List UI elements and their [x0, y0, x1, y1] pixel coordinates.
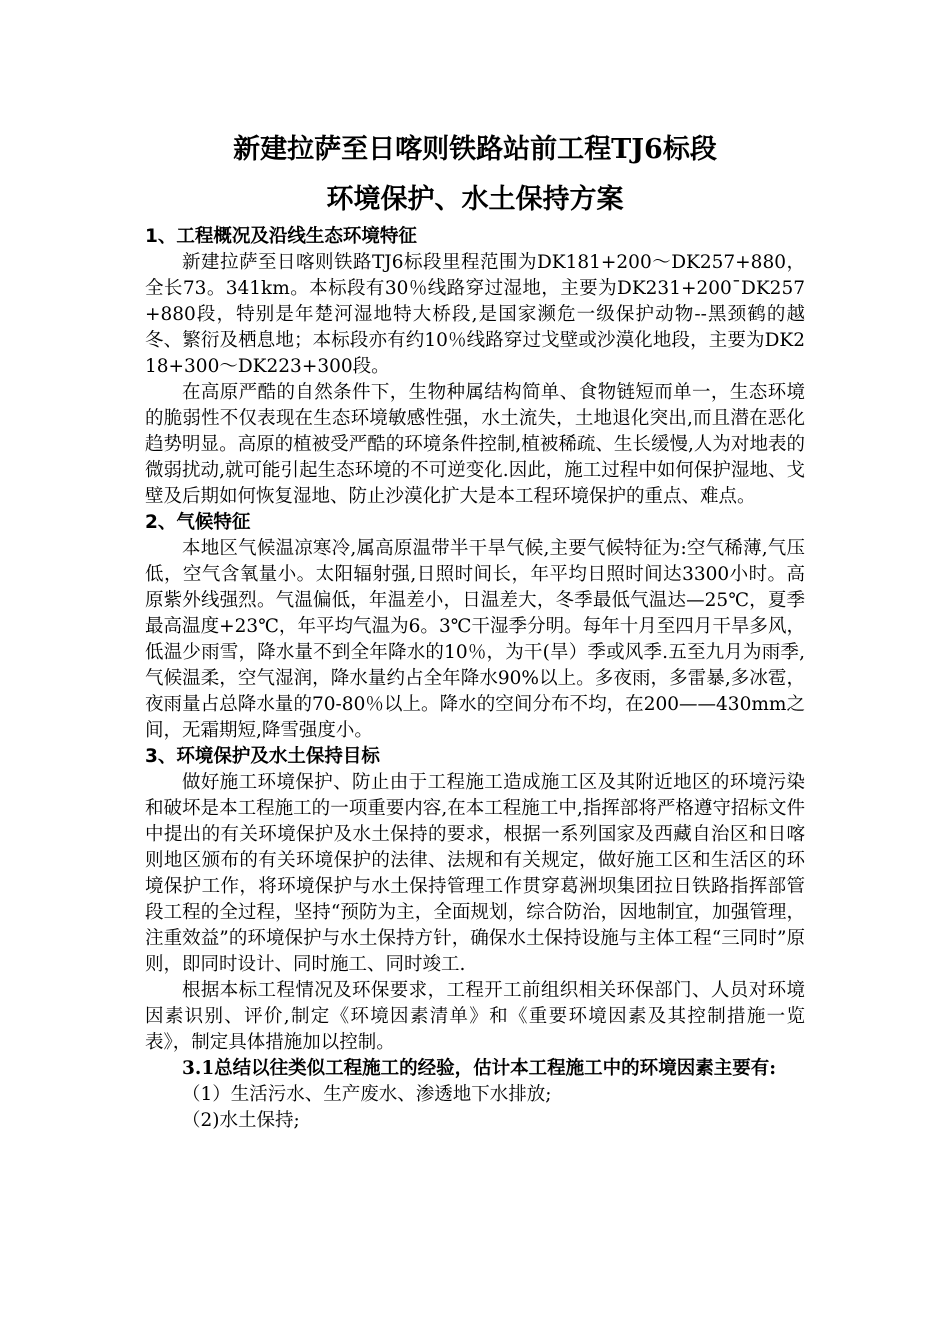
- document-body: [145, 224, 805, 1134]
- section-3-paragraph-2: 根据本标工程情况及环保要求，工程开工前组织相关环保部门、人员对环境因素识别、评价,制定《环境因素清单》和《重要环境因素及其控制措施一览表》，制定具体措施加以控制。: [145, 980, 805, 1053]
- subsection-3-1-heading: 3.1总结以往类似工程施工的经验，估计本工程施工中的环境因素主要有:: [182, 1058, 777, 1079]
- section-3-paragraph-1: 做好施工环境保护、防止由于工程施工造成施工区及其附近地区的环境污染和破坏是本工程施工的一项重要内容,在本工程施工中,指挥部将严格遵守招标文件中提出的有关环境保护及水土保持的要求，根据一系列国家及西藏自治区和日喀则地区颁布的有关环境保护的法律、法规和有关规定，做好施工区和生活区的环境保护工作，将环境保护与水土保持管理工作贯穿葛洲坝集团拉日铁路指挥部管段工程的全过程，坚持“预防为主，全面规划，综合防治，因地制宜，加强管理，注重效益”的环境保护与水土保持方针，确保水土保持设施与主体工程“三同时”原则，即同时设计、同时施工、同时竣工.: [145, 772, 805, 975]
- section-1-heading: 1、工程概况及沿线生态环境特征: [145, 226, 417, 247]
- document-subtitle: 环境保护、水土保持方案: [326, 184, 624, 215]
- section-1-paragraph-1: 新建拉萨至日喀则铁路TJ6标段里程范围为DK181+200～DK257+880，全长73。341km。本标段有30％线路穿过湿地，主要为DK231+200¯DK257+880段，特别是年楚河湿地特大桥段,是国家濒危一级保护动物--黑颈鹤的越冬、繁衍及栖息地；本标段亦有约10％线路穿过戈壁或沙漠化地段，主要为DK218+300～DK223+300段。: [145, 252, 805, 377]
- section-2-heading: 2、气候特征: [145, 512, 251, 533]
- section-1-paragraph-2: 在高原严酷的自然条件下，生物种属结构简单、食物链短而单一，生态环境的脆弱性不仅表现在生态环境敏感性强，水土流失，土地退化突出,而且潜在恶化趋势明显。高原的植被受严酷的环境条件控制,植被稀疏、生长缓慢,人为对地表的微弱扰动,就可能引起生态环境的不可逆变化.因此，施工过程中如何保护湿地、戈壁及后期如何恢复湿地、防止沙漠化扩大是本工程环境保护的重点、难点。: [145, 382, 805, 507]
- list-item: （1）生活污水、生产废水、渗透地下水排放;: [182, 1084, 552, 1105]
- document-title: 新建拉萨至日喀则铁路站前工程TJ6标段: [233, 134, 717, 165]
- section-2-paragraph-1: 本地区气候温凉寒冷,属高原温带半干旱气候,主要气候特征为:空气稀薄,气压低，空气含氧量小。太阳辐射强,日照时间长，年平均日照时间达3300小时。高原紫外线强烈。气温偏低，年温差小，日温差大，冬季最低气温达—25℃，夏季最高温度+23℃，年平均气温为6。3℃干湿季分明。每年十月至四月干旱多风，低温少雨雪，降水量不到全年降水的10％，为干(旱）季或风季.五至九月为雨季,气候温柔，空气湿润，降水量约占全年降水90%以上。多夜雨，多雷暴,多冰雹，夜雨量占总降水量的70-80％以上。降水的空间分布不均，在200——430mm之间，无霜期短,降雪强度小。: [145, 538, 805, 741]
- list-item: （2)水土保持;: [182, 1110, 300, 1131]
- section-3-heading: 3、环境保护及水土保持目标: [145, 746, 380, 767]
